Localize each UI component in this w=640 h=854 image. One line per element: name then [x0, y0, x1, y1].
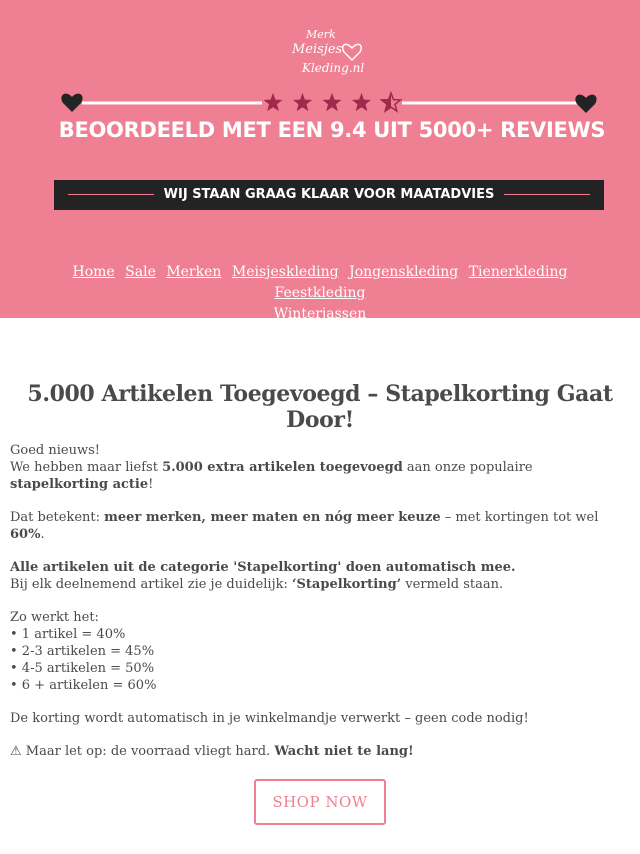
heart-outline-icon [343, 44, 362, 60]
tier-item: • 2-3 artikelen = 45% [10, 644, 155, 659]
nav-feestkleding[interactable]: Feestkleding [274, 285, 366, 301]
logo-line-1: Merk [306, 28, 336, 41]
heart-right-icon [575, 95, 596, 113]
intro-greeting: Goed nieuws! [10, 443, 100, 458]
auto-line2-bold: ‘Stapelkorting’ [292, 577, 402, 592]
meaning-percent: 60% [10, 527, 41, 542]
tiers-paragraph [10, 609, 630, 694]
nav-tienerkleding[interactable]: Tienerkleding [468, 264, 568, 280]
warning-text: Maar let op: de voorraad vliegt hard. [21, 744, 275, 759]
auto-line2-end: vermeld staan. [401, 577, 504, 592]
intro-pre: We hebben maar liefst [10, 460, 163, 475]
tier-item: • 6 + artikelen = 60% [10, 678, 157, 693]
rating-text: BEOORDEELD MET EEN 9.4 UIT 5000+ REVIEWS [58, 118, 606, 142]
advice-bar [54, 180, 604, 210]
intro-bold-1: 5.000 extra artikelen toegevoegd [162, 460, 403, 475]
main-nav [20, 262, 620, 325]
nav-home[interactable]: Home [72, 264, 115, 280]
meaning-pre: Dat betekent: [10, 510, 105, 525]
auto-bold: Alle artikelen uit de categorie 'Stapelkorting' doen automatisch mee. [10, 560, 516, 575]
intro-end: ! [148, 477, 154, 492]
intro-paragraph [10, 442, 630, 493]
advice-line-right [504, 194, 590, 195]
main-content [0, 381, 640, 825]
rating-stars-row [0, 85, 640, 121]
star-full-icon [263, 93, 282, 111]
cta-wrapper [10, 779, 630, 825]
brand-logo[interactable] [280, 22, 380, 80]
star-full-icon [352, 93, 371, 111]
advice-text: WIJ STAAN GRAAG KLAAR VOOR MAATADVIES [163, 187, 495, 202]
star-full-icon [322, 93, 341, 111]
auto-line2-pre: Bij elk deelnemend artikel zie je duidelijk: [10, 577, 293, 592]
tier-item: • 4-5 artikelen = 50% [10, 661, 155, 676]
nav-merken[interactable]: Merken [166, 264, 222, 280]
meaning-paragraph [10, 509, 630, 543]
announcement-body [10, 442, 630, 760]
rating-stars [263, 93, 400, 111]
header-banner [0, 0, 640, 322]
nav-meisjeskleding[interactable]: Meisjeskleding [231, 264, 339, 280]
how-title: Zo werkt het: [10, 610, 99, 625]
auto-paragraph [10, 559, 630, 593]
warning-bold: Wacht niet te lang! [274, 744, 414, 759]
warning-icon: ⚠ [10, 744, 22, 759]
intro-mid: aan onze populaire [402, 460, 533, 475]
meaning-bold: meer merken, meer maten en nóg meer keuze [104, 510, 441, 525]
meaning-mid: – met kortingen tot wel [440, 510, 599, 525]
nav-sale[interactable]: Sale [125, 264, 156, 280]
cart-text: De korting wordt automatisch in je winkelmandje verwerkt – geen code nodig! [10, 711, 529, 726]
shop-now-button[interactable]: SHOP NOW [254, 779, 386, 825]
warning-paragraph [10, 743, 630, 760]
logo-line-3: Kleding.nl [302, 61, 365, 75]
intro-bold-2: stapelkorting actie [10, 477, 149, 492]
cart-paragraph [10, 710, 630, 727]
tier-item: • 1 artikel = 40% [10, 627, 126, 642]
nav-jongenskleding[interactable]: Jongenskleding [349, 264, 459, 280]
page-title: 5.000 Artikelen Toegevoegd – Stapelkorting Gaat Door! [27, 381, 613, 433]
heart-left-icon [61, 94, 82, 112]
nav-winterjassen[interactable]: Winterjassen [273, 306, 367, 322]
meaning-end: . [40, 527, 45, 542]
logo-line-2: Meisjes [292, 42, 343, 57]
star-full-icon [293, 93, 312, 111]
